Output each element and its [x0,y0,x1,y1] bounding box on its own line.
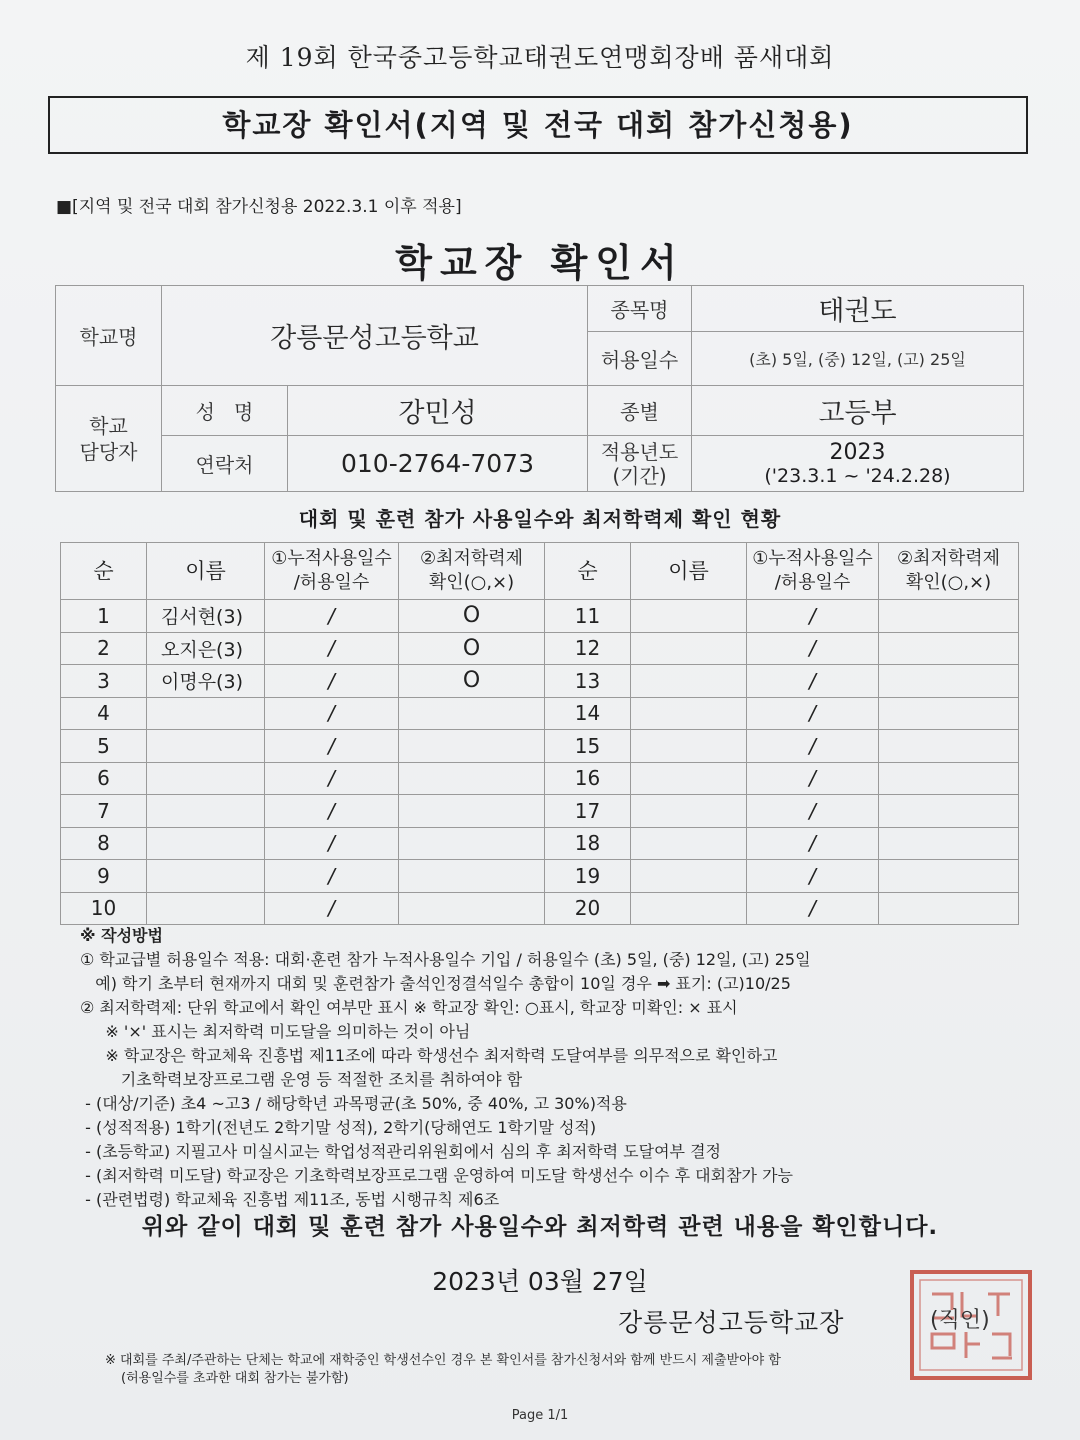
year-label: 적용년도 (기간) [588,436,692,492]
form-title: 학교장 확인서(지역 및 전국 대회 참가신청용) [48,96,1028,154]
contact-label: 연락처 [162,436,288,492]
min-check-cell [399,860,545,893]
school-value: 강릉문성고등학교 [162,286,588,386]
days-cell: / [747,730,879,763]
min-check-cell [879,697,1019,730]
student-name [631,795,747,828]
student-name [631,892,747,925]
row-no: 14 [545,697,631,730]
table-row [61,827,1019,860]
min-check-cell [879,665,1019,698]
instructions-title: ※ 작성방법 [80,926,163,945]
school-info-table [55,285,1024,492]
table-row [61,600,1019,633]
instruction-line: - (관련법령) 학교체육 진흥법 제11조, 동법 시행규칙 제6조 [80,1190,500,1209]
row-no: 12 [545,632,631,665]
min-check-cell [879,730,1019,763]
header-min-left: ②최저학력제 확인(○,×) [399,543,545,600]
days-cell: / [265,892,399,925]
table-row [61,665,1019,698]
row-no: 2 [61,632,147,665]
student-name [631,632,747,665]
min-check-cell [879,600,1019,633]
days-cell: / [747,860,879,893]
instruction-line: - (초등학교) 지필고사 미실시교는 학업성적관리위원회에서 심의 후 최저학력 도달여부 결정 [80,1142,721,1161]
min-check-cell [879,795,1019,828]
days-cell: / [265,600,399,633]
student-name [631,600,747,633]
footnote [105,1352,1025,1388]
days-cell: / [747,762,879,795]
days-cell: / [747,632,879,665]
contact-value: 010-2764-7073 [288,436,588,492]
period-value: ('23.3.1 ~ '24.2.28) [764,465,951,487]
min-check-cell [399,730,545,763]
instruction-line: ※ '×' 표시는 최저학력 미도달을 의미하는 것이 아님 [80,1022,471,1041]
year-value: 2023 [829,440,886,465]
min-check-cell: O [399,665,545,698]
manager-name-value: 강민성 [288,386,588,436]
header-no-left: 순 [61,543,147,600]
division-value: 고등부 [692,386,1024,436]
footnote-line-2: (허용일수를 초과한 대회 참가는 불가함) [121,1371,349,1386]
student-name [631,827,747,860]
student-name [631,860,747,893]
sport-value: 태권도 [692,286,1024,332]
min-check-cell [879,632,1019,665]
min-check-cell [399,697,545,730]
instruction-line: 예) 학기 초부터 현재까지 대회 및 훈련참가 출석인정결석일수 총합이 10일 경우 ➡ 표기: (고)10/25 [80,974,791,993]
table-row [61,762,1019,795]
page-number: Page 1/1 [511,1408,569,1423]
row-no: 5 [61,730,147,763]
min-check-cell [399,827,545,860]
student-name [631,762,747,795]
row-no: 10 [61,892,147,925]
instruction-line: - (최저학력 미도달) 학교장은 기초학력보장프로그램 운영하여 미도달 학생선수 이수 후 대회참가 가능 [80,1166,793,1185]
min-check-cell [879,762,1019,795]
table-row [61,632,1019,665]
row-no: 7 [61,795,147,828]
header-min-right: ②최저학력제 확인(○,×) [879,543,1019,600]
row-no: 6 [61,762,147,795]
footnote-line-1: ※ 대회를 주최/주관하는 단체는 학교에 재학중인 학생선수인 경우 본 확인서를 참가신청서와 함께 반드시 제출받아야 함 [105,1353,781,1368]
min-check-cell [879,892,1019,925]
row-no: 13 [545,665,631,698]
student-name [147,860,265,893]
sport-label: 종목명 [588,286,692,332]
roster-section-title: 대회 및 훈련 참가 사용일수와 최저학력제 확인 현황 [298,507,782,531]
days-cell: / [747,665,879,698]
instruction-line: ※ 학교장은 학교체육 진흥법 제11조에 따라 학생선수 최저학력 도달여부를 의무적으로 확인하고 [80,1046,778,1065]
student-name [147,762,265,795]
header-days-left: ①누적사용일수 /허용일수 [265,543,399,600]
issue-date: 2023년 03월 27일 [432,1267,648,1296]
min-check-cell: O [399,632,545,665]
row-no: 8 [61,827,147,860]
document-title: 학교장 확인서 [395,241,685,285]
row-no: 20 [545,892,631,925]
days-cell: / [747,827,879,860]
allowed-days-label: 허용일수 [588,332,692,386]
row-no: 4 [61,697,147,730]
student-name [631,730,747,763]
days-cell: / [747,795,879,828]
table-row [61,697,1019,730]
table-row [61,892,1019,925]
student-name [147,697,265,730]
row-no: 18 [545,827,631,860]
student-name: 이명우(3) [147,665,265,698]
instructions [80,924,1020,1212]
row-no: 19 [545,860,631,893]
row-no: 11 [545,600,631,633]
manager-label: 학교 담당자 [56,386,162,492]
row-no: 16 [545,762,631,795]
row-no: 15 [545,730,631,763]
days-cell: / [747,697,879,730]
student-name [147,795,265,828]
header-name-right: 이름 [631,543,747,600]
days-cell: / [265,795,399,828]
header-days-right: ①누적사용일수 /허용일수 [747,543,879,600]
min-check-cell [879,827,1019,860]
header-no-right: 순 [545,543,631,600]
student-name: 오지은(3) [147,632,265,665]
days-cell: / [265,762,399,795]
instruction-line: ① 학교급별 허용일수 적용: 대회·훈련 참가 누적사용일수 기입 / 허용일수 (초) 5일, (중) 12일, (고) 25일 [80,950,811,969]
student-name [631,665,747,698]
min-check-cell [399,762,545,795]
school-label: 학교명 [56,286,162,386]
roster-table [60,542,1019,925]
student-name: 김서현(3) [147,600,265,633]
instruction-line: - (대상/기준) 초4 ~고3 / 해당학년 과목평균(초 50%, 중 40%, 고 30%)적용 [80,1094,627,1113]
student-name [147,892,265,925]
instruction-line: ② 최저학력제: 단위 학교에서 확인 여부만 표시 ※ 학교장 확인: ○표시, 학교장 미확인: × 표시 [80,998,738,1017]
row-no: 1 [61,600,147,633]
student-name [631,697,747,730]
row-no: 9 [61,860,147,893]
days-cell: / [747,600,879,633]
applicability-note: ■[지역 및 전국 대회 참가신청용 2022.3.1 이후 적용] [56,197,462,217]
days-cell: / [265,860,399,893]
confirmation-statement: 위와 같이 대회 및 훈련 참가 사용일수와 최저학력 관련 내용을 확인합니다. [141,1214,939,1240]
table-row [61,730,1019,763]
student-name [147,730,265,763]
seal-label: (직인) [930,1308,990,1333]
student-name [147,827,265,860]
table-row [61,795,1019,828]
division-label: 종별 [588,386,692,436]
table-row [61,860,1019,893]
allowed-days-value: (초) 5일, (중) 12일, (고) 25일 [692,332,1024,386]
min-check-cell [399,795,545,828]
name-label: 성 명 [162,386,288,436]
days-cell: / [265,827,399,860]
row-no: 17 [545,795,631,828]
days-cell: / [265,697,399,730]
principal-name: 강릉문성고등학교장 [618,1308,845,1337]
row-no: 3 [61,665,147,698]
days-cell: / [747,892,879,925]
days-cell: / [265,730,399,763]
instruction-line: 기초학력보장프로그램 운영 등 적절한 조치를 취하여야 함 [80,1070,523,1089]
event-title: 제 19회 한국중고등학교태권도연맹회장배 품새대회 [245,43,835,72]
header-name-left: 이름 [147,543,265,600]
days-cell: / [265,632,399,665]
min-check-cell [879,860,1019,893]
instruction-line: - (성적적용) 1학기(전년도 2학기말 성적), 2학기(당해연도 1학기말 성적) [80,1118,597,1137]
min-check-cell [399,892,545,925]
days-cell: / [265,665,399,698]
year-cell [692,436,1024,492]
min-check-cell: O [399,600,545,633]
